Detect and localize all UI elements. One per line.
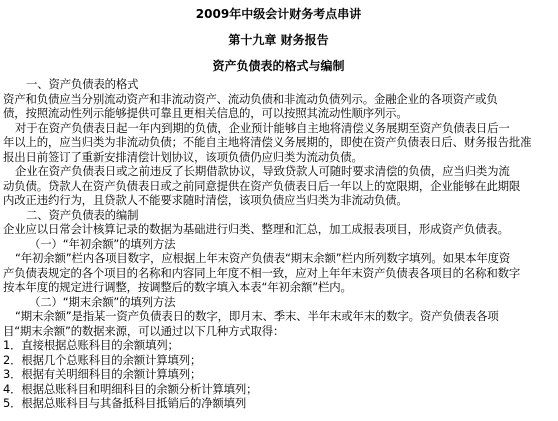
text-line: 年以上的，应当归类为非流动负债；不能自主地将清偿义务展期的，即使在资产负债表日后、财务报告批准	[3, 135, 532, 149]
document-page	[0, 6, 558, 421]
text-line: 5．根据总账科目与其备抵科目抵销后的净额填列	[3, 396, 247, 410]
text-line: 债，按照流动性列示能够提供可靠且更相关信息的，可以按照其流动性顺序列示。	[3, 106, 408, 120]
text-line: “期末余额”是指某一资产负债表日的数字，即月末、季末、半年末或年末的数字。资产负债表各项	[15, 309, 499, 323]
text-line: 企业在资产负债表日或之前违反了长期借款协议，导致贷款人可随时要求清偿的负债，应当归类为流	[15, 164, 510, 178]
text-line: 二、资产负债表的编制	[26, 207, 139, 222]
document-body	[3, 77, 554, 411]
text-line: 动负债。贷款人在资产负债表日或之前同意提供在资产负债表日后一年以上的宽限期，企业能够在此期限	[3, 178, 521, 193]
text-line: 资产和负债应当分别流动资产和非流动资产、流动负债和非流动负债列示。金融企业的各项资产或负	[3, 91, 498, 106]
text-line: （二）“期末余额”的填列方法	[29, 294, 176, 309]
text-line: “年初余额”栏内各项目数字，应根据上年末资产负债表“期末余额”栏内所列数字填列。如果本年度资	[15, 251, 511, 265]
text-line: 4．根据总账科目和明细科目的余额分析计算填列；	[3, 381, 258, 396]
text-line: 按本年度的规定进行调整，按调整后的数字填入本表“年初余额”栏内。	[3, 280, 352, 294]
text-line: 2．根据几个总账科目的余额计算填列；	[3, 352, 202, 367]
text-line: 企业应以日常会计核算记录的数据为基础进行归类、整理和汇总，加工成报表项目，形成资产负债表。	[3, 222, 509, 236]
text-line: 对于在资产负债表日起一年内到期的负债，企业预计能够自主地将清偿义务展期至资产负债表日后一	[15, 120, 510, 135]
text-line: 1．直接根据总账科目的余额填列；	[3, 338, 179, 352]
text-line: （一）“年初余额”的填列方法	[29, 236, 176, 251]
text-line: 目“期末余额”的数据来源，可以通过以下几种方式取得：	[3, 323, 285, 338]
text-line: 报出日前签订了重新安排清偿计划协议，该项负债仍应归类为流动负债。	[3, 149, 363, 164]
text-line: 一、资产负债表的格式	[26, 77, 139, 91]
text-line: 产负债表规定的各个项目的名称和内容同上年度不相一致，应对上年年末资产负债表各项目的名称和数字	[3, 265, 521, 280]
chapter-heading: 第十九章 财务报告	[228, 33, 329, 47]
text-line: 3．根据有关明细科目的余额计算填列；	[3, 367, 202, 381]
document-title: 2009年中级会计财务考点串讲	[195, 7, 362, 21]
text-line: 内改正违约行为，且贷款人不能要求随时清偿，该项负债应当归类为非流动负债。	[3, 193, 408, 207]
section-heading: 资产负债表的格式与编制	[212, 59, 345, 73]
